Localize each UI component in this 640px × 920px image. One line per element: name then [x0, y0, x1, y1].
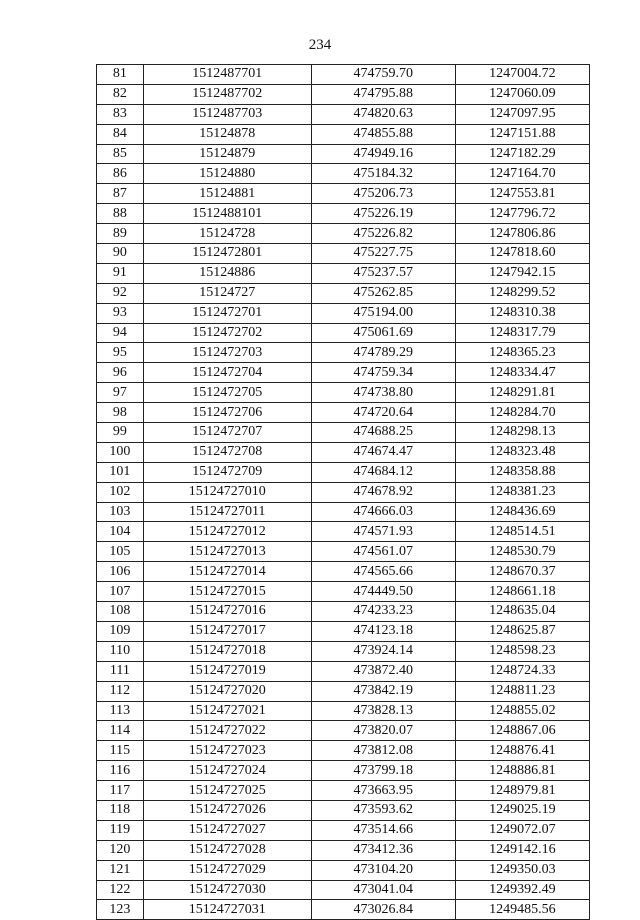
y-coordinate-cell: 1248625.87	[455, 621, 589, 641]
parcel-id-cell: 15124727024	[143, 761, 311, 781]
y-coordinate-cell: 1247942.15	[455, 263, 589, 283]
parcel-id-cell: 15124727015	[143, 582, 311, 602]
parcel-id-cell: 15124727012	[143, 522, 311, 542]
row-number-cell: 81	[97, 65, 144, 85]
row-number-cell: 123	[97, 900, 144, 920]
page-number: 234	[308, 37, 332, 53]
row-number-cell: 109	[97, 621, 144, 641]
y-coordinate-cell: 1249142.16	[455, 840, 589, 860]
row-number-cell: 98	[97, 403, 144, 423]
y-coordinate-cell: 1248811.23	[455, 681, 589, 701]
parcel-id-cell: 15124727025	[143, 781, 311, 801]
parcel-id-cell: 1512487702	[143, 84, 311, 104]
y-coordinate-cell: 1248299.52	[455, 283, 589, 303]
x-coordinate-cell: 474759.34	[311, 363, 455, 383]
parcel-id-cell: 15124727031	[143, 900, 311, 920]
row-number-cell: 106	[97, 562, 144, 582]
table-row	[97, 224, 590, 244]
parcel-id-cell: 15124727013	[143, 542, 311, 562]
parcel-id-cell: 15124727030	[143, 880, 311, 900]
x-coordinate-cell: 473924.14	[311, 641, 455, 661]
row-number-cell: 113	[97, 701, 144, 721]
parcel-id-cell: 1512472709	[143, 462, 311, 482]
y-coordinate-cell: 1248365.23	[455, 343, 589, 363]
parcel-id-cell: 15124727021	[143, 701, 311, 721]
table-row	[97, 104, 590, 124]
y-coordinate-cell: 1248876.41	[455, 741, 589, 761]
table-row	[97, 144, 590, 164]
parcel-id-cell: 15124727022	[143, 721, 311, 741]
y-coordinate-cell: 1248855.02	[455, 701, 589, 721]
table-row	[97, 701, 590, 721]
row-number-cell: 116	[97, 761, 144, 781]
row-number-cell: 102	[97, 482, 144, 502]
parcel-id-cell: 15124886	[143, 263, 311, 283]
x-coordinate-cell: 473412.36	[311, 840, 455, 860]
x-coordinate-cell: 474233.23	[311, 602, 455, 622]
table-row	[97, 462, 590, 482]
parcel-id-cell: 15124727	[143, 283, 311, 303]
y-coordinate-cell: 1248284.70	[455, 403, 589, 423]
y-coordinate-cell: 1248317.79	[455, 323, 589, 343]
parcel-id-cell: 15124727011	[143, 502, 311, 522]
table-row	[97, 65, 590, 85]
row-number-cell: 88	[97, 204, 144, 224]
table-row	[97, 184, 590, 204]
x-coordinate-cell: 475237.57	[311, 263, 455, 283]
table-row	[97, 283, 590, 303]
x-coordinate-cell: 474795.88	[311, 84, 455, 104]
y-coordinate-cell: 1248661.18	[455, 582, 589, 602]
table-row	[97, 244, 590, 264]
table-row	[97, 363, 590, 383]
row-number-cell: 119	[97, 820, 144, 840]
table-row	[97, 900, 590, 920]
y-coordinate-cell: 1247060.09	[455, 84, 589, 104]
parcel-id-cell: 1512472801	[143, 244, 311, 264]
row-number-cell: 108	[97, 602, 144, 622]
x-coordinate-cell: 473842.19	[311, 681, 455, 701]
table-row	[97, 542, 590, 562]
table-body	[97, 65, 590, 920]
x-coordinate-cell: 474720.64	[311, 403, 455, 423]
x-coordinate-cell: 473828.13	[311, 701, 455, 721]
x-coordinate-cell: 473514.66	[311, 820, 455, 840]
table-row	[97, 84, 590, 104]
y-coordinate-cell: 1248358.88	[455, 462, 589, 482]
x-coordinate-cell: 474759.70	[311, 65, 455, 85]
x-coordinate-cell: 473872.40	[311, 661, 455, 681]
coordinates-table	[96, 64, 590, 920]
parcel-id-cell: 15124727019	[143, 661, 311, 681]
table-row	[97, 602, 590, 622]
x-coordinate-cell: 474820.63	[311, 104, 455, 124]
row-number-cell: 105	[97, 542, 144, 562]
table-row	[97, 820, 590, 840]
row-number-cell: 95	[97, 343, 144, 363]
x-coordinate-cell: 473026.84	[311, 900, 455, 920]
table-row	[97, 880, 590, 900]
x-coordinate-cell: 475227.75	[311, 244, 455, 264]
y-coordinate-cell: 1248323.48	[455, 442, 589, 462]
row-number-cell: 110	[97, 641, 144, 661]
table-row	[97, 741, 590, 761]
parcel-id-cell: 15124727026	[143, 800, 311, 820]
y-coordinate-cell: 1247004.72	[455, 65, 589, 85]
parcel-id-cell: 15124727010	[143, 482, 311, 502]
table-row	[97, 761, 590, 781]
y-coordinate-cell: 1249392.49	[455, 880, 589, 900]
y-coordinate-cell: 1248724.33	[455, 661, 589, 681]
y-coordinate-cell: 1247806.86	[455, 224, 589, 244]
row-number-cell: 84	[97, 124, 144, 144]
parcel-id-cell: 15124727014	[143, 562, 311, 582]
table-row	[97, 403, 590, 423]
x-coordinate-cell: 473104.20	[311, 860, 455, 880]
row-number-cell: 92	[97, 283, 144, 303]
x-coordinate-cell: 473812.08	[311, 741, 455, 761]
x-coordinate-cell: 473799.18	[311, 761, 455, 781]
table-row	[97, 124, 590, 144]
y-coordinate-cell: 1248334.47	[455, 363, 589, 383]
x-coordinate-cell: 474684.12	[311, 462, 455, 482]
y-coordinate-cell: 1249025.19	[455, 800, 589, 820]
table-row	[97, 383, 590, 403]
y-coordinate-cell: 1248867.06	[455, 721, 589, 741]
table-row	[97, 502, 590, 522]
y-coordinate-cell: 1248598.23	[455, 641, 589, 661]
table-row	[97, 681, 590, 701]
parcel-id-cell: 1512472702	[143, 323, 311, 343]
y-coordinate-cell: 1248979.81	[455, 781, 589, 801]
table-row	[97, 621, 590, 641]
x-coordinate-cell: 475262.85	[311, 283, 455, 303]
parcel-id-cell: 15124727020	[143, 681, 311, 701]
x-coordinate-cell: 475226.82	[311, 224, 455, 244]
y-coordinate-cell: 1249350.03	[455, 860, 589, 880]
table-row	[97, 562, 590, 582]
row-number-cell: 87	[97, 184, 144, 204]
table-row	[97, 800, 590, 820]
y-coordinate-cell: 1247796.72	[455, 204, 589, 224]
y-coordinate-cell: 1247553.81	[455, 184, 589, 204]
x-coordinate-cell: 474789.29	[311, 343, 455, 363]
table-row	[97, 641, 590, 661]
parcel-id-cell: 1512472707	[143, 423, 311, 443]
x-coordinate-cell: 474674.47	[311, 442, 455, 462]
x-coordinate-cell: 475061.69	[311, 323, 455, 343]
row-number-cell: 100	[97, 442, 144, 462]
table-row	[97, 840, 590, 860]
table-row	[97, 323, 590, 343]
y-coordinate-cell: 1248298.13	[455, 423, 589, 443]
x-coordinate-cell: 474565.66	[311, 562, 455, 582]
row-number-cell: 117	[97, 781, 144, 801]
parcel-id-cell: 15124879	[143, 144, 311, 164]
y-coordinate-cell: 1248886.81	[455, 761, 589, 781]
x-coordinate-cell: 474688.25	[311, 423, 455, 443]
y-coordinate-cell: 1248436.69	[455, 502, 589, 522]
row-number-cell: 85	[97, 144, 144, 164]
row-number-cell: 90	[97, 244, 144, 264]
parcel-id-cell: 15124881	[143, 184, 311, 204]
parcel-id-cell: 15124727023	[143, 741, 311, 761]
parcel-id-cell: 1512472701	[143, 303, 311, 323]
y-coordinate-cell: 1249072.07	[455, 820, 589, 840]
table-row	[97, 860, 590, 880]
table-row	[97, 303, 590, 323]
y-coordinate-cell: 1247164.70	[455, 164, 589, 184]
row-number-cell: 111	[97, 661, 144, 681]
table-row	[97, 582, 590, 602]
x-coordinate-cell: 474561.07	[311, 542, 455, 562]
parcel-id-cell: 1512487703	[143, 104, 311, 124]
x-coordinate-cell: 474571.93	[311, 522, 455, 542]
y-coordinate-cell: 1248514.51	[455, 522, 589, 542]
x-coordinate-cell: 474738.80	[311, 383, 455, 403]
parcel-id-cell: 1512488101	[143, 204, 311, 224]
x-coordinate-cell: 473041.04	[311, 880, 455, 900]
parcel-id-cell: 1512487701	[143, 65, 311, 85]
parcel-id-cell: 1512472703	[143, 343, 311, 363]
x-coordinate-cell: 473593.62	[311, 800, 455, 820]
x-coordinate-cell: 475226.19	[311, 204, 455, 224]
x-coordinate-cell: 475194.00	[311, 303, 455, 323]
y-coordinate-cell: 1248670.37	[455, 562, 589, 582]
row-number-cell: 99	[97, 423, 144, 443]
y-coordinate-cell: 1248530.79	[455, 542, 589, 562]
parcel-id-cell: 15124727027	[143, 820, 311, 840]
y-coordinate-cell: 1248310.38	[455, 303, 589, 323]
x-coordinate-cell: 474449.50	[311, 582, 455, 602]
row-number-cell: 82	[97, 84, 144, 104]
row-number-cell: 94	[97, 323, 144, 343]
parcel-id-cell: 15124728	[143, 224, 311, 244]
parcel-id-cell: 15124727016	[143, 602, 311, 622]
x-coordinate-cell: 474666.03	[311, 502, 455, 522]
row-number-cell: 83	[97, 104, 144, 124]
y-coordinate-cell: 1247097.95	[455, 104, 589, 124]
y-coordinate-cell: 1248291.81	[455, 383, 589, 403]
row-number-cell: 118	[97, 800, 144, 820]
y-coordinate-cell: 1249485.56	[455, 900, 589, 920]
row-number-cell: 89	[97, 224, 144, 244]
parcel-id-cell: 1512472704	[143, 363, 311, 383]
table-row	[97, 661, 590, 681]
row-number-cell: 104	[97, 522, 144, 542]
table-row	[97, 204, 590, 224]
parcel-id-cell: 15124878	[143, 124, 311, 144]
x-coordinate-cell: 474123.18	[311, 621, 455, 641]
row-number-cell: 115	[97, 741, 144, 761]
table-row	[97, 263, 590, 283]
row-number-cell: 91	[97, 263, 144, 283]
y-coordinate-cell: 1248635.04	[455, 602, 589, 622]
row-number-cell: 101	[97, 462, 144, 482]
row-number-cell: 114	[97, 721, 144, 741]
table-row	[97, 482, 590, 502]
parcel-id-cell: 15124727017	[143, 621, 311, 641]
parcel-id-cell: 1512472706	[143, 403, 311, 423]
x-coordinate-cell: 475206.73	[311, 184, 455, 204]
parcel-id-cell: 1512472705	[143, 383, 311, 403]
row-number-cell: 86	[97, 164, 144, 184]
table-row	[97, 343, 590, 363]
y-coordinate-cell: 1247151.88	[455, 124, 589, 144]
row-number-cell: 121	[97, 860, 144, 880]
table-row	[97, 442, 590, 462]
x-coordinate-cell: 474949.16	[311, 144, 455, 164]
parcel-id-cell: 15124727029	[143, 860, 311, 880]
y-coordinate-cell: 1247182.29	[455, 144, 589, 164]
parcel-id-cell: 15124727028	[143, 840, 311, 860]
parcel-id-cell: 15124727018	[143, 641, 311, 661]
row-number-cell: 97	[97, 383, 144, 403]
table-row	[97, 423, 590, 443]
parcel-id-cell: 1512472708	[143, 442, 311, 462]
x-coordinate-cell: 474678.92	[311, 482, 455, 502]
table-row	[97, 522, 590, 542]
row-number-cell: 107	[97, 582, 144, 602]
row-number-cell: 93	[97, 303, 144, 323]
row-number-cell: 103	[97, 502, 144, 522]
y-coordinate-cell: 1247818.60	[455, 244, 589, 264]
row-number-cell: 120	[97, 840, 144, 860]
parcel-id-cell: 15124880	[143, 164, 311, 184]
table-row	[97, 164, 590, 184]
x-coordinate-cell: 473663.95	[311, 781, 455, 801]
row-number-cell: 112	[97, 681, 144, 701]
row-number-cell: 122	[97, 880, 144, 900]
x-coordinate-cell: 474855.88	[311, 124, 455, 144]
x-coordinate-cell: 473820.07	[311, 721, 455, 741]
row-number-cell: 96	[97, 363, 144, 383]
table-row	[97, 721, 590, 741]
y-coordinate-cell: 1248381.23	[455, 482, 589, 502]
table-row	[97, 781, 590, 801]
x-coordinate-cell: 475184.32	[311, 164, 455, 184]
